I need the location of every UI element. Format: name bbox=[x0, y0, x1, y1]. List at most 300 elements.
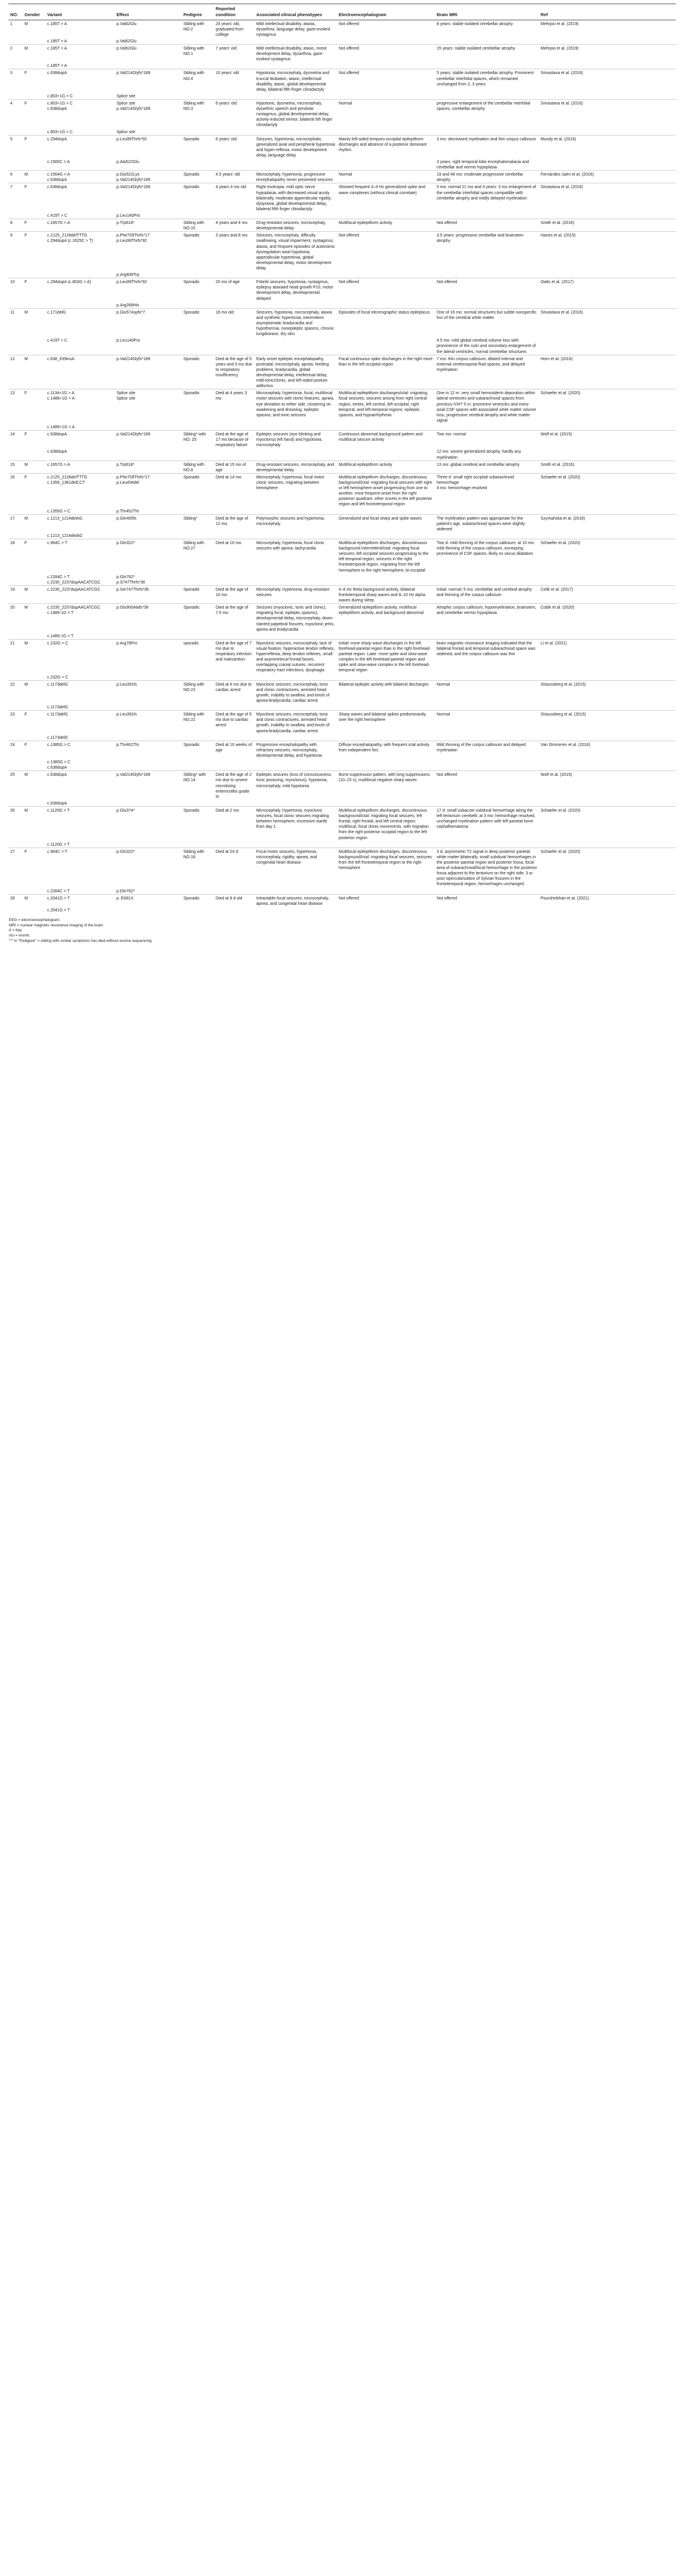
cell-gender: F bbox=[23, 473, 45, 507]
cell-ref bbox=[539, 734, 676, 741]
cell-effect: Splice site p.Val214Glyfs*189 bbox=[115, 99, 182, 128]
cell-mri: Mild thinning of the corpus callosum and delayed myelination bbox=[435, 741, 539, 759]
cell-mri: The myelination pattern was appropriate for the patient's age, subarachnoid spaces were slightly widened bbox=[435, 514, 539, 532]
cell-mri: Normal bbox=[435, 680, 539, 704]
cell-pedigree bbox=[182, 423, 214, 431]
cell-ref: Fernández-Jaén et al. (2016) bbox=[539, 171, 676, 183]
cell-no: 8 bbox=[8, 219, 23, 232]
cell-eeg: Multifocal epileptiform activity bbox=[337, 219, 435, 232]
cell-gender bbox=[23, 62, 45, 69]
cell-effect: p.Arg608Trp bbox=[116, 273, 140, 278]
cell-pedigree bbox=[182, 158, 214, 171]
cell-mri: 3 d: asymmetric T2 signal in deep posterior parietal white matter bilaterally, small subdural hemorrhages in the posterior parietal region and posterior fossa, focal area of subarachnoid/focal hemorrhage in the posterior fossa adjacent to the tentorium on the right side; 3 w: poor opercularization of Sylvian fissures in the frontotemporal region, hemorrhages unchanged bbox=[435, 848, 539, 887]
cell-no: 20 bbox=[8, 604, 23, 633]
cell-condition: 20 mo of age bbox=[214, 278, 254, 302]
cell-mri: Not offered bbox=[435, 219, 539, 232]
cell-effect bbox=[115, 841, 182, 848]
cell-effect bbox=[115, 907, 182, 913]
cell-mri: 12 mo: severe generalized atrophy, hardly any myelination bbox=[437, 450, 522, 460]
cell-ref: Schaefer et al. (2020) bbox=[539, 848, 676, 887]
cell-pedigree bbox=[182, 508, 214, 515]
cell-ref bbox=[539, 508, 676, 515]
cell-variant: c.1565C > A bbox=[47, 160, 70, 165]
table-row bbox=[8, 473, 676, 507]
cell-phenotype: Hypotonia, microcephaly, dysmetria and truncal titubation, ataxic, intellectual disability, ataxic, global developmental delay, bilateral fifth finger clinodactyly bbox=[254, 69, 337, 93]
cell-eeg: Normal bbox=[337, 99, 435, 128]
cell-condition bbox=[214, 93, 254, 100]
cell-ref: Schaefer et al. (2020) bbox=[539, 806, 676, 840]
cell-pedigree: Sporadic bbox=[182, 604, 214, 633]
cell-ref: Horn et al. (2016) bbox=[539, 355, 676, 389]
table-row bbox=[8, 212, 676, 219]
cell-eeg: Episodes of focal electrographic status epilepticus bbox=[337, 308, 435, 337]
cell-phenotype bbox=[254, 128, 337, 136]
cell-mri bbox=[435, 38, 539, 45]
cell-eeg: Continuous abnormal background pattern and multifocal seizure activity bbox=[337, 431, 435, 449]
cell-no: 18 bbox=[8, 539, 23, 573]
cell-gender: F bbox=[23, 183, 45, 212]
cell-eeg bbox=[337, 573, 435, 586]
cell-eeg bbox=[337, 841, 435, 848]
cell-variant: c.2230_2237dupAACATCGC bbox=[45, 585, 115, 603]
cell-gender bbox=[23, 907, 45, 913]
cell-phenotype bbox=[254, 734, 337, 741]
cell-phenotype: Febrile seizures, hypotonia, nystagmus, epilepsy ataxiaed head growth P10, motor development delay, developmental delayed bbox=[254, 278, 337, 302]
cell-pedigree: Sibling with NO.23 bbox=[182, 680, 214, 704]
cell-phenotype: Drug-resistant seizures, microcephaly, developmental delay bbox=[254, 219, 337, 232]
cell-no: 10 bbox=[8, 278, 23, 302]
cell-effect bbox=[115, 704, 182, 711]
cell-condition bbox=[214, 633, 254, 640]
cell-pedigree: Sporadic bbox=[182, 171, 214, 183]
cell-mri: 4.5 mo: mild global cerebral volume loss with prominence of the sulci and secondary enlargement of the lateral ventricles, normal cerebellar structures bbox=[437, 339, 536, 354]
cell-variant bbox=[45, 302, 115, 309]
cell-pedigree: Sporadic bbox=[182, 389, 214, 423]
cell-gender bbox=[23, 759, 45, 771]
cell-condition bbox=[214, 38, 254, 45]
cell-eeg: Burst-suppression pattern, with long suppressions (10–15 s), multifocal negative sharp waves bbox=[337, 771, 435, 800]
cell-eeg bbox=[337, 302, 435, 309]
cell-condition: Died at 14 mo bbox=[214, 473, 254, 507]
cell-phenotype bbox=[254, 907, 337, 913]
header-effect: Effect bbox=[115, 4, 182, 20]
table-row bbox=[8, 573, 676, 586]
cell-variant: c.2125_2128delTTTG c.294dupA (c.1625C > T) bbox=[45, 232, 115, 271]
cell-condition: 16 mo old bbox=[214, 308, 254, 337]
table-row bbox=[8, 741, 676, 759]
cell-effect: p.Gln322* bbox=[115, 539, 182, 573]
cell-mri bbox=[435, 302, 539, 309]
cell-pedigree bbox=[182, 448, 214, 460]
cell-phenotype bbox=[254, 93, 337, 100]
cell-phenotype bbox=[254, 212, 337, 219]
cell-condition: Died at the age of 10 mo bbox=[214, 585, 254, 603]
cell-gender bbox=[23, 38, 45, 45]
cell-phenotype bbox=[254, 158, 337, 171]
cell-condition: Died at 6 mo due to cardiac arrest bbox=[214, 680, 254, 704]
cell-condition: Died at the age of 17 mo because of respiratory failure bbox=[214, 431, 254, 449]
cell-gender bbox=[23, 448, 45, 460]
cell-phenotype: Mild intellectual disability, ataxia, dysarthria, language delay, gaze-evoked nystagmus bbox=[254, 20, 337, 38]
cell-gender bbox=[23, 271, 45, 278]
cell-condition bbox=[214, 158, 254, 171]
cell-ref: Smith et al. (2016) bbox=[539, 219, 676, 232]
cell-phenotype: Epileptic seizures (loss of consciousness, tonic posturing, myoclonus), hypotonia, microcephaly, mild hypotonia bbox=[254, 771, 337, 800]
table-row bbox=[8, 44, 676, 62]
cell-ref bbox=[539, 448, 676, 460]
cell-effect: p.Ser747Thrfs*36 bbox=[115, 585, 182, 603]
cell-condition: 10 years' old bbox=[214, 69, 254, 93]
cell-no: 11 bbox=[8, 308, 23, 337]
table-row bbox=[8, 355, 676, 389]
cell-variant: c.803+1G > C c.638dupA bbox=[45, 99, 115, 128]
cell-no: 28 bbox=[8, 894, 23, 907]
table-row bbox=[8, 93, 676, 100]
cell-eeg: Showed frequent 3–4 Hz generalized spike and wave complexes (without clinical correlate) bbox=[337, 183, 435, 212]
cell-pedigree: Sibling* with NO. 25 bbox=[182, 431, 214, 449]
cell-eeg bbox=[337, 532, 435, 539]
cell-variant: c.1564G > A c.638dupA bbox=[45, 171, 115, 183]
cell-condition: Died at the age of 7 mo due to respiratory infection and malnutrition bbox=[214, 639, 254, 673]
cell-no bbox=[8, 734, 23, 741]
cell-ref: Schaefer et al. (2020) bbox=[539, 473, 676, 507]
cell-phenotype: Myoclonic seizures, microcephaly, tonic and clonic contractures, arrested head growth, inability to swallow, and bouts of apnea-bradycardia, cardiac arrest bbox=[254, 680, 337, 704]
cell-condition bbox=[214, 532, 254, 539]
cell-phenotype bbox=[254, 800, 337, 807]
cell-phenotype: Polymorphic seizures and hypertonia, microcephaly bbox=[254, 514, 337, 532]
cell-ref: Oatts et al. (2017) bbox=[539, 278, 676, 302]
cell-eeg bbox=[337, 734, 435, 741]
cell-no bbox=[8, 423, 23, 431]
cell-variant: c.1120G > T bbox=[47, 842, 70, 847]
cell-no: 7 bbox=[8, 183, 23, 212]
cell-eeg: Multifocal epileptiform discharges, discontinuous background/ictal: migrating focal seizures; seizures from the left frontotemporal region to the right hemisphere bbox=[337, 848, 435, 887]
cell-variant: c.638dupA bbox=[45, 69, 115, 93]
cell-ref bbox=[539, 704, 676, 711]
cell-variant: c.1120G > T bbox=[45, 806, 115, 840]
table-row bbox=[8, 308, 676, 337]
cell-no: 26 bbox=[8, 806, 23, 840]
cell-variant: c.1385G > C bbox=[45, 741, 115, 759]
table-row bbox=[8, 20, 676, 38]
cell-mri: 8 years: stable isolated cerebellar atrophy bbox=[435, 20, 539, 38]
table-row bbox=[8, 183, 676, 212]
cell-variant: c.1213_1214delAG bbox=[47, 533, 83, 538]
cell-effect: p.Gln762* p.S747Thrfs*36 bbox=[116, 575, 145, 585]
cell-gender: M bbox=[23, 771, 45, 800]
cell-ref bbox=[539, 532, 676, 539]
cell-gender bbox=[23, 532, 45, 539]
table-row bbox=[8, 894, 676, 907]
cell-gender bbox=[23, 704, 45, 711]
cell-pedigree bbox=[182, 704, 214, 711]
cell-pedigree: Sibling with NO.15 bbox=[182, 219, 214, 232]
cell-eeg: Multifocal epileptiform discharges, discontinuous background/ictal: migrating focal seizures; left frontal, right frontal, and left central region; multifocal, focal clonic movements, with migration from the right posterior occipital region to the left posterior region bbox=[337, 806, 435, 840]
cell-ref: Van Ommeren et al. (2018) bbox=[539, 741, 676, 759]
cell-variant: c.2041G > T bbox=[45, 894, 115, 907]
cell-gender: F bbox=[23, 135, 45, 158]
table-row bbox=[8, 389, 676, 423]
table-row bbox=[8, 219, 676, 232]
cell-pedigree: Sporadic bbox=[182, 741, 214, 759]
cell-condition: Died at 4 years 3 mo bbox=[214, 389, 254, 423]
cell-eeg bbox=[337, 674, 435, 681]
cell-mri: 19 and 48 mo: moderate progressive cerebellar atrophy bbox=[435, 171, 539, 183]
cell-gender: F bbox=[23, 99, 45, 128]
cell-gender: M bbox=[23, 44, 45, 62]
cell-mri bbox=[435, 508, 539, 515]
cell-eeg: Initial: more sharp wave discharges in the left forehead-parietal region than in the right forehead-parietal region. Later: more spike and slow-wave complex in the left forehead-parietal region and spike and slow-wave complex in the left forehead-temporal region bbox=[337, 639, 435, 673]
cell-phenotype: Seizures, hypotonia, microcephaly, ataxia and synthetic hypertonia, intermittent asymptomatic bradycardia and hypothermia, nonepileptic spasms, chronic lungdisease, dry skin bbox=[254, 308, 337, 337]
cell-mri: 3.5 years: progressive cerebellar and brainstem atrophy bbox=[435, 232, 539, 271]
cell-effect: p.Phe709Thrfs*17 p.Leu454del bbox=[115, 473, 182, 507]
cell-no bbox=[8, 573, 23, 586]
cell-condition: 6 years' old bbox=[214, 135, 254, 158]
cell-condition bbox=[214, 759, 254, 771]
table-body bbox=[8, 20, 676, 913]
footnote: "*" in "Pedigree" = sibling with similar symptoms has died without exome sequencing. bbox=[9, 938, 153, 943]
cell-gender: M bbox=[23, 308, 45, 337]
cell-mri: Atrophic corpus callosum, hypomyelination, brainstem, and cerebellar vermis hypoplasia bbox=[435, 604, 539, 633]
cell-gender: M bbox=[23, 806, 45, 840]
cell-phenotype bbox=[254, 888, 337, 895]
cell-phenotype: Progressive encephalopathy with refractory seizures, microcephaly, developmental delay, and hypotonia bbox=[254, 741, 337, 759]
cell-phenotype: Seizures (myoclonic, tonic and clonic), migrating focal, epileptic spasms), developmental delay, microcephaly, down-slanted palpebral fissures, myoclonic jerks, apnea and bradycardia bbox=[254, 604, 337, 633]
cell-mri: One of 16 mo: normal structures but subtle nonspecific foci of the cerebral white matter bbox=[435, 308, 539, 337]
cell-gender: F bbox=[23, 711, 45, 734]
cell-mri: 13 mo: global cerebral and cerebellar atrophy bbox=[435, 460, 539, 473]
cell-variant: c.1134+1G > A c.1486+1G > A bbox=[45, 389, 115, 423]
table-row bbox=[8, 704, 676, 711]
cell-variant: c.294dupA bbox=[45, 135, 115, 158]
cell-pedigree: Sibling* with NO.14 bbox=[182, 771, 214, 800]
cell-no: 27 bbox=[8, 848, 23, 887]
cell-mri bbox=[435, 704, 539, 711]
cell-phenotype: Microcephaly, hypertonia, focal clonic seizures with apnea, tachycardia bbox=[254, 539, 337, 573]
cell-no: 3 bbox=[8, 69, 23, 93]
cell-no: 24 bbox=[8, 741, 23, 759]
cell-gender: F bbox=[23, 848, 45, 887]
cell-no bbox=[8, 271, 23, 278]
cell-condition: 4.5 years' old bbox=[214, 171, 254, 183]
cell-pedigree bbox=[182, 302, 214, 309]
cell-gender bbox=[23, 841, 45, 848]
cell-pedigree bbox=[182, 841, 214, 848]
cell-phenotype bbox=[254, 759, 337, 771]
table-row bbox=[8, 806, 676, 840]
cell-variant: c.638dupA bbox=[45, 771, 115, 800]
cell-mri bbox=[435, 841, 539, 848]
cell-gender: F bbox=[23, 278, 45, 302]
cell-ref bbox=[539, 907, 676, 913]
cell-variant: c.232G > C bbox=[47, 675, 69, 680]
cell-phenotype bbox=[254, 38, 337, 45]
cell-variant: c.1173delG bbox=[47, 705, 68, 710]
cell-eeg: Generalized and focal sharp and spike waves bbox=[337, 514, 435, 532]
cell-phenotype: Seizures, hypertonia, microcephalic, generalized axial and peripheral hypertonia and hyper-reflexia, motor development delay, language delay bbox=[254, 135, 337, 158]
table-row bbox=[8, 232, 676, 271]
cell-effect: p.Glu57Aspfs*7 bbox=[115, 308, 182, 337]
cell-no: 12 bbox=[8, 355, 23, 389]
cell-eeg bbox=[337, 800, 435, 807]
table-row bbox=[8, 532, 676, 539]
table-row bbox=[8, 302, 676, 309]
cell-eeg: Not offered bbox=[337, 44, 435, 62]
cell-effect: p.Arg268His bbox=[116, 303, 139, 308]
cell-condition bbox=[214, 62, 254, 69]
cell-variant: c.964C > T bbox=[45, 539, 115, 573]
cell-no bbox=[8, 841, 23, 848]
cell-variant: c.1173delG bbox=[47, 735, 68, 740]
cell-phenotype: Epileptic seizures (eye blinking and myoclonus left hand) and hypotonia, microcephaly bbox=[254, 431, 337, 449]
cell-eeg: Multifocal epileptiform activity bbox=[337, 460, 435, 473]
cell-eeg: Generalized epileptiform activity, multifocal epileptiform activity, and background abnormal bbox=[337, 604, 435, 633]
cell-ref: Wolf et al. (2015) bbox=[539, 771, 676, 800]
cell-phenotype bbox=[254, 573, 337, 586]
cell-variant: c.185T > A bbox=[47, 64, 68, 69]
cell-condition: Died at 10 weeks of age bbox=[214, 741, 254, 759]
cell-condition: Died at the age of 5 years and 9 mo due to respiratory insufficiency bbox=[214, 355, 254, 389]
cell-mri bbox=[435, 800, 539, 807]
cell-phenotype bbox=[254, 337, 337, 355]
cell-eeg: Bilateral epileptic activity with bilateral discharges bbox=[337, 680, 435, 704]
cell-ref: Straussberg et al. (2015) bbox=[539, 711, 676, 734]
cell-phenotype: Microcephaly, hypertonia, progressive encephalopathy never presented seizures bbox=[254, 171, 337, 183]
cell-no bbox=[8, 128, 23, 136]
cell-variant: c.2284C > T c.2230_2237dupAACATCGC bbox=[47, 575, 101, 585]
cell-ref bbox=[539, 841, 676, 848]
cell-ref bbox=[539, 423, 676, 431]
cell-condition bbox=[214, 212, 254, 219]
cell-mri: Two mo: normal bbox=[435, 431, 539, 449]
table-row bbox=[8, 907, 676, 913]
cell-phenotype bbox=[254, 271, 337, 278]
cell-gender: F bbox=[23, 539, 45, 573]
cell-condition bbox=[214, 674, 254, 681]
cell-pedigree: Sporadic bbox=[182, 355, 214, 389]
cell-phenotype: Microcephaly, hypertonia, focal, multifocal motor seizures with clonic features, apnea, eye deviation to either side, clustering on awakening and drowsing, epileptic spasms, and tonic seizures bbox=[254, 389, 337, 423]
cell-ref: Cobik et al. (2020) bbox=[539, 604, 676, 633]
cell-mri: Normal bbox=[435, 711, 539, 734]
cell-no: 6 bbox=[8, 171, 23, 183]
header-pedigree: Pedigree bbox=[182, 4, 214, 20]
cell-phenotype: Myoclonic seizures, microcephaly, tonic and clonic contractures, arrested head growth, inability to swallow, and bouts of apnea-bradycardia, cardiac arrest bbox=[254, 711, 337, 734]
cell-effect: Splice site Splice site bbox=[115, 389, 182, 423]
cell-phenotype bbox=[254, 302, 337, 309]
cell-no bbox=[8, 907, 23, 913]
cell-effect: p.Val62Glu bbox=[115, 20, 182, 38]
cell-pedigree bbox=[182, 212, 214, 219]
cell-no bbox=[8, 508, 23, 515]
cell-condition bbox=[214, 907, 254, 913]
cell-no bbox=[8, 158, 23, 171]
cell-variant: c.232G > C bbox=[45, 639, 115, 673]
cell-ref bbox=[539, 800, 676, 807]
cell-ref bbox=[539, 674, 676, 681]
cell-variant: c.1355G > C bbox=[47, 509, 70, 514]
table-row bbox=[8, 99, 676, 128]
cell-no bbox=[8, 888, 23, 895]
table-row bbox=[8, 135, 676, 158]
cell-variant: c.1657G > A bbox=[45, 460, 115, 473]
cell-no: 14 bbox=[8, 431, 23, 449]
footnote: MRI = nuclear magnetic resonance imaging of the brain. bbox=[9, 923, 104, 928]
cell-variant: c.185T > A bbox=[45, 44, 115, 62]
cell-variant: c.803+1G > C bbox=[47, 130, 73, 134]
table-row bbox=[8, 460, 676, 473]
cell-no: 4 bbox=[8, 99, 23, 128]
cell-no: 9 bbox=[8, 232, 23, 271]
table-row bbox=[8, 431, 676, 449]
cell-no: 19 bbox=[8, 585, 23, 603]
cell-no: 23 bbox=[8, 711, 23, 734]
cell-variant: c.2125_2128delTTTG c.1359_1361delCCT bbox=[45, 473, 115, 507]
cell-effect: p.Leu391fs bbox=[115, 680, 182, 704]
header-mri: Brain MRI bbox=[435, 4, 539, 20]
table-row bbox=[8, 158, 676, 171]
footnotes bbox=[8, 918, 676, 944]
cell-eeg: Normal bbox=[337, 171, 435, 183]
cell-condition bbox=[214, 128, 254, 136]
cell-mri bbox=[435, 93, 539, 100]
cell-ref: Li et al. (2021) bbox=[539, 639, 676, 673]
cell-gender: M bbox=[23, 514, 45, 532]
cell-mri bbox=[435, 128, 539, 136]
cell-ref bbox=[539, 633, 676, 640]
cell-variant: c.803+1G > C bbox=[47, 94, 73, 99]
cell-effect: p.Val62Glu bbox=[116, 39, 137, 44]
cell-no bbox=[8, 337, 23, 355]
cell-effect bbox=[115, 734, 182, 741]
table-row bbox=[8, 423, 676, 431]
cell-effect bbox=[115, 62, 182, 69]
cell-effect bbox=[115, 674, 182, 681]
cell-eeg: 4–6 Hz theta background activity, bilateral frontotemporal sharp waves and 8–10 Hz alpha waves during sleep bbox=[337, 585, 435, 603]
cell-pedigree bbox=[182, 734, 214, 741]
table-row bbox=[8, 800, 676, 807]
cell-phenotype: Right esotropia, mild optic nerve hypoplasia, with decreased visual acuity bilaterally, moderate appendicular rigidity, dyspraxia, global developmental delay, bilateral fifth finger clinodactyly bbox=[254, 183, 337, 212]
cell-gender bbox=[23, 888, 45, 895]
cell-condition bbox=[214, 800, 254, 807]
cell-phenotype bbox=[254, 532, 337, 539]
cell-gender bbox=[23, 633, 45, 640]
cell-ref bbox=[539, 38, 676, 45]
cell-gender: M bbox=[23, 20, 45, 38]
table-row bbox=[8, 508, 676, 515]
cell-phenotype: Drug-resistant seizures, microcephaly, and developmental delay bbox=[254, 460, 337, 473]
cell-variant: c.1385G > C c.638dupA bbox=[47, 760, 70, 770]
cell-phenotype bbox=[254, 508, 337, 515]
cell-mri bbox=[435, 734, 539, 741]
cell-gender: F bbox=[23, 219, 45, 232]
cell-variant: c.638dupA bbox=[47, 450, 67, 455]
table-row bbox=[8, 337, 676, 355]
cell-effect: p.Leu99Thrfs*92 bbox=[115, 278, 182, 302]
cell-gender: M bbox=[23, 604, 45, 633]
cell-ref: Schaefer et al. (2020) bbox=[539, 539, 676, 573]
cell-eeg bbox=[337, 62, 435, 69]
cell-no bbox=[8, 38, 23, 45]
cell-ref: Srivastava et al. (2016) bbox=[539, 308, 676, 337]
cell-phenotype: Microcephaly, hypertonia, myoclonic seizures, focal clonic seizures migrating between hemisphere, excessive startle from day 1 bbox=[254, 806, 337, 840]
cell-variant: c.638dupA bbox=[47, 801, 67, 806]
cell-gender: M bbox=[23, 171, 45, 183]
cell-variant: c.1486+1G > A bbox=[47, 425, 75, 429]
cell-gender bbox=[23, 337, 45, 355]
cell-phenotype: Focal motor seizures, hypertonia, microcephaly, rigidity, apnea, and congenital heart disease bbox=[254, 848, 337, 887]
cell-eeg bbox=[337, 158, 435, 171]
cell-variant: c.638dupA bbox=[45, 431, 115, 449]
